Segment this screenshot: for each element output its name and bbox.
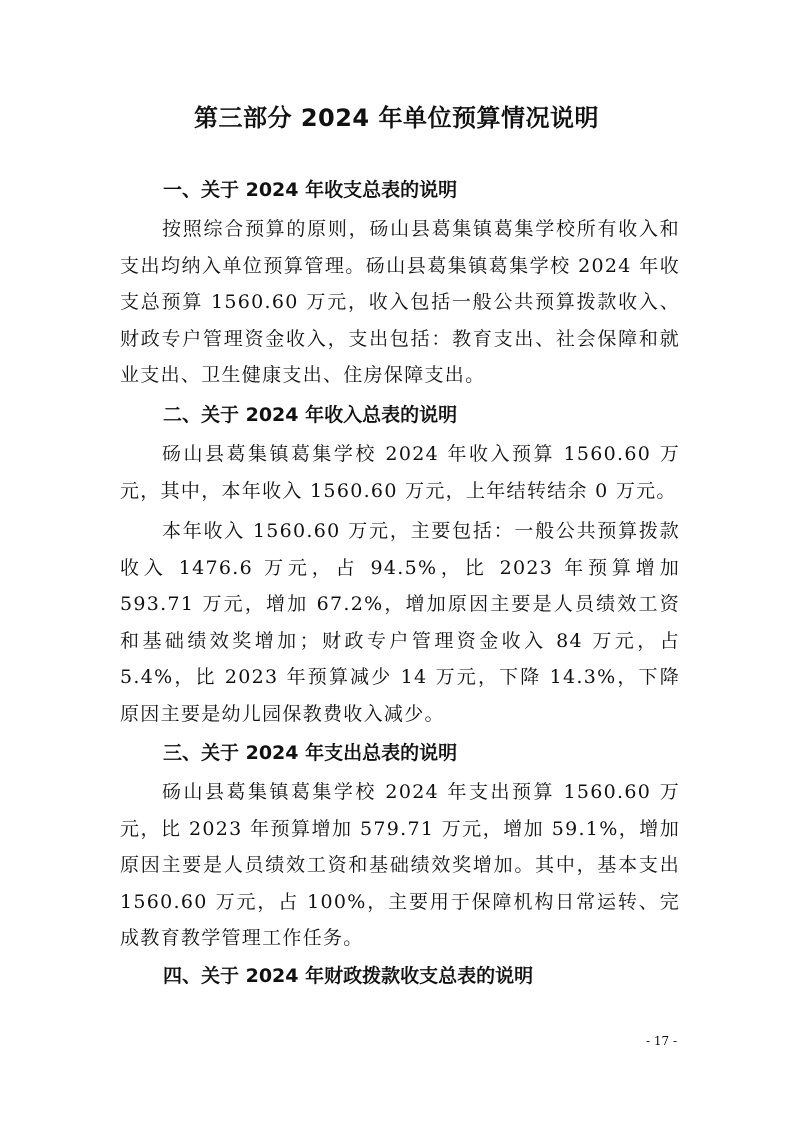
section-3-paragraph-1: 砀山县葛集镇葛集学校 2024 年支出预算 1560.60 万元，比 2023 年预算增加 579.71 万元，增加 59.1%，增加原因主要是人员绩效工资和基础绩效奖增加。其中，基本支出 1560.60 万元，占 100%，主要用于保障机构日常运转、完成教育教学管理工作任务。 <box>120 781 680 949</box>
section-heading-2: 二、关于 2024 年收入总表的说明 <box>163 404 458 426</box>
page-title: 第三部分 2024 年单位预算情况说明 <box>193 104 599 132</box>
section-2-paragraph-1: 砀山县葛集镇葛集学校 2024 年收入预算 1560.60 万元，其中，本年收入 1560.60 万元，上年结转结余 0 万元。 <box>120 443 680 502</box>
section-heading-4: 四、关于 2024 年财政拨款收支总表的说明 <box>163 965 534 987</box>
section-heading-3: 三、关于 2024 年支出总表的说明 <box>163 742 458 764</box>
page-number: - 17 - <box>645 1034 677 1048</box>
section-heading-1: 一、关于 2024 年收支总表的说明 <box>163 179 458 201</box>
section-1-paragraph-1: 按照综合预算的原则，砀山县葛集镇葛集学校所有收入和支出均纳入单位预算管理。砀山县葛集镇葛集学校 2024 年收支总预算 1560.60 万元，收入包括一般公共预算拨款收入、财政专户管理资金收入，支出包括：教育支出、社会保障和就业支出、卫生健康支出、住房保障支出。 <box>120 218 680 386</box>
section-2-paragraph-2: 本年收入 1560.60 万元，主要包括：一般公共预算拨款收入 1476.6 万元，占 94.5%，比 2023 年预算增加 593.71 万元，增加 67.2%，增加原因主要是人员绩效工资和基础绩效奖增加；财政专户管理资金收入 84 万元，占 5.4%，比 2023 年预算减少 14 万元，下降 14.3%，下降原因主要是幼儿园保教费收入减少。 <box>120 520 680 725</box>
